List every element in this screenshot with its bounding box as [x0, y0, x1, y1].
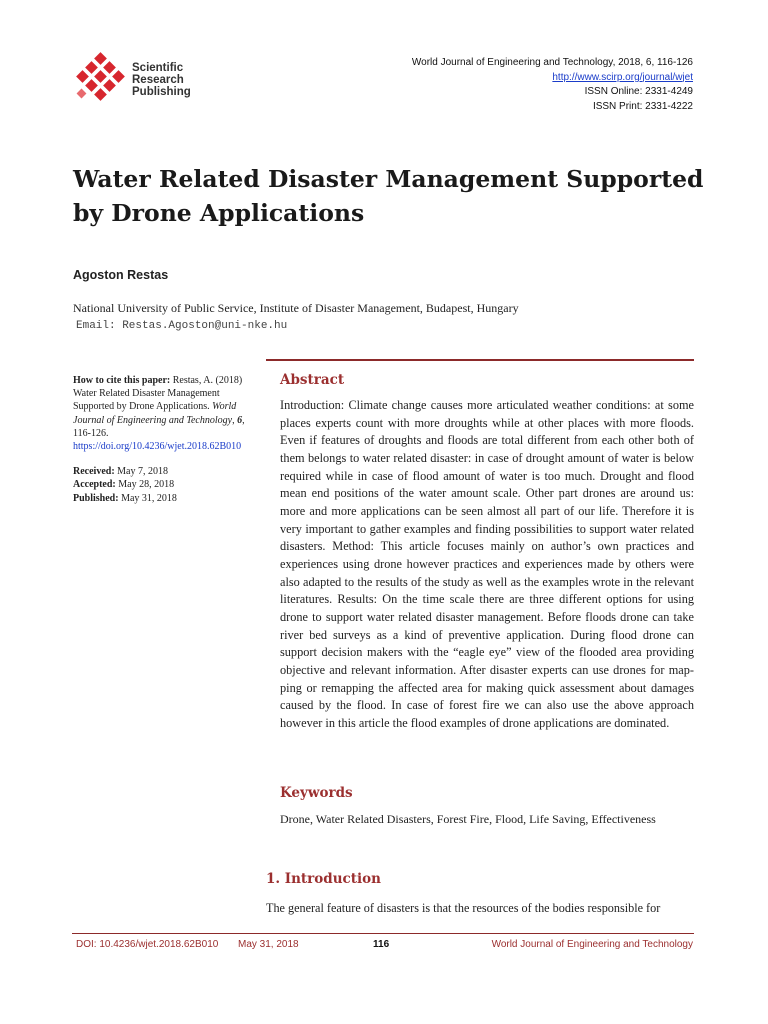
accepted-date: Accepted: May 28, 2018	[73, 479, 175, 491]
author-name: Agoston Restas	[73, 268, 169, 282]
abstract-text: Introduction: Climate change causes more articulated weather conditions: at some places experts count with more droughts while at other places with more floods. Even if features of droughts and floods are total different from each other both of them belongs to water related disaster: in case of drought amount of water is below required while in case of flood amount of water is too much. Drought and flood mean end positions of the water amount scale. Other part drones are around us: more and more applications can be seen almost all part of our life. Therefore it is very important to gather examples and finding possibilities to support water related disasters. Method: This article focuses mainly on author’s own practices and experiences using drone however practices and experiences made by others were also adapted to the results of the study as well as the examples wrote in the relevant literatures. Results: On the time scale there are three different options for using drone to support water related disaster management. Before floods drone can take river bed surveys as a kind of preventive application. During flood drone can support decision makers with the “eagle eye” view of the flooded area providing objective and relevant information. After disaster experts can use drones for mapping or remapping the affected area for making quick assessment about damages caused by the flood. In case of forest fire we can also use the above approach however in this article the flood examples of drone applications are dominated.	[280, 398, 694, 730]
author-email: Email: Restas.Agoston@uni-nke.hu	[76, 320, 288, 332]
publisher-name: Scientific Research Publishing	[132, 62, 191, 98]
publisher-logo	[72, 52, 202, 112]
footer-doi: DOI: 10.4236/wjet.2018.62B010	[76, 939, 219, 950]
journal-citation: World Journal of Engineering and Technology, 2018, 6, 116-126	[411, 57, 693, 68]
publication-dates	[73, 465, 263, 505]
abstract-heading: Abstract	[280, 372, 345, 388]
introduction-text: The general feature of disasters is that the resources of the bodies responsible for	[266, 901, 661, 915]
how-to-cite: How to cite this paper: Restas, A. (2018) Water Related Disaster Management Supported by Drone Applications. World Journal of Engineering and Technology, 6, 116-126. https://doi.org/10.4236/wjet.2018.62B010	[73, 375, 245, 453]
journal-url-link[interactable]: http://www.scirp.org/journal/wjet	[552, 71, 693, 83]
introduction-heading: 1. Introduction	[266, 871, 381, 887]
paper-title: Water Related Disaster Management Supported by Drone Applications	[73, 165, 704, 227]
footer-date: May 31, 2018	[238, 939, 299, 950]
footer-divider	[72, 933, 694, 934]
abstract-divider	[266, 359, 694, 361]
footer-journal: World Journal of Engineering and Technology	[491, 939, 693, 950]
issn-print: ISSN Print: 2331-4222	[592, 100, 693, 112]
received-date: Received: May 7, 2018	[73, 466, 168, 478]
issn-online: ISSN Online: 2331-4249	[584, 86, 693, 97]
keywords-text: Drone, Water Related Disasters, Forest Fire, Flood, Life Saving, Effectiveness	[280, 812, 656, 826]
keywords-heading: Keywords	[280, 785, 353, 801]
diamond-grid-icon	[72, 52, 130, 110]
journal-info	[412, 56, 693, 114]
author-affiliation: National University of Public Service, Institute of Disaster Management, Budapest, Hungary	[73, 301, 519, 315]
citation-sidebar	[73, 374, 263, 505]
page-number: 116	[373, 939, 390, 950]
published-date: Published: May 31, 2018	[73, 492, 177, 504]
doi-link[interactable]: https://doi.org/10.4236/wjet.2018.62B010	[73, 441, 242, 453]
